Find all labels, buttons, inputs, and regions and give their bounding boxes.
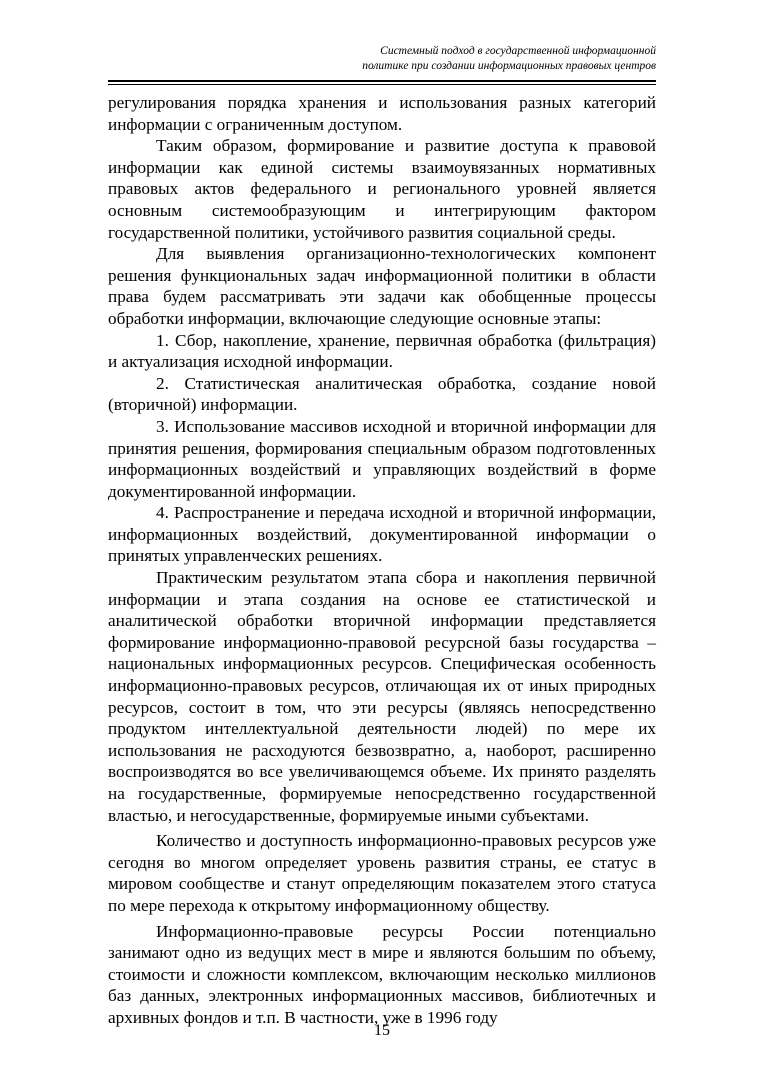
paragraph: Количество и доступность информационно-правовых ресурсов уже сегодня во многом определяет уровень развития страны, ее статус в мировом сообществе и станут определяющим показателем этого статуса по мере перехода к открытому информационному обществу. [108, 831, 656, 915]
header-rule-thin [108, 84, 656, 85]
page-number: 15 [374, 1022, 390, 1039]
header-rule-thick [108, 80, 656, 82]
list-item: 3. Использование массивов исходной и вторичной информации для принятия решения, формирования специальным образом подготовленных информационных воздействий и управляющих воздействий в форме документированной информации. [108, 416, 656, 501]
list-item: 2. Статистическая аналитическая обработка, создание новой (вторичной) информации. [108, 373, 656, 415]
paragraph-continued: регулирования порядка хранения и использования разных категорий информации с ограниченным доступом. [108, 93, 656, 134]
page-body [108, 92, 656, 1029]
running-header [108, 44, 656, 74]
paragraph: Для выявления организационно-технологических компонент решения функциональных задач информационной политики в области права будем рассматривать эти задачи как обобщенные процессы обработки информации, включающие следующие основные этапы: [108, 244, 656, 328]
list-item: 1. Сбор, накопление, хранение, первичная обработка (фильтрация) и актуализация исходной информации. [108, 330, 656, 372]
running-header-line-2: политике при создании информационных правовых центров [362, 60, 656, 72]
list-item: 4. Распространение и передача исходной и вторичной информации, информационных воздействий, документированной информации о принятых управленческих решениях. [108, 503, 656, 566]
paragraph: Информационно-правовые ресурсы России потенциально занимают одно из ведущих мест в мире и являются большим по объему, стоимости и сложности комплексом, включающим несколько миллионов баз данных, электронных информационных массивов, библиотечных и архивных фондов и т.п. В частности, уже в 1996 году [108, 921, 656, 1027]
paragraph: Таким образом, формирование и развитие доступа к правовой информации как единой системы взаимоувязанных нормативных правовых актов федерального и регионального уровней является основным системообразующим и интегрирующим фактором государственной политики, устойчивого развития социальной среды. [108, 136, 656, 242]
paragraph: Практическим результатом этапа сбора и накопления первичной информации и этапа создания на основе ее статистической и аналитической обработки вторичной информации представляется формирование информационно-правовой ресурсной базы государства – национальных информационных ресурсов. Специфическая особенность информационно-правовых ресурсов, отличающая их от иных природных ресурсов, состоит в том, что эти ресурсы (являясь непосредственно продуктом интеллектуальной деятельности людей) по мере их использования не расходуются безвозвратно, а, наоборот, расширенно воспроизводятся во все увеличивающемся объеме. Их принято разделять на государственные, формируемые непосредственно государственной властью, и негосударственные, формируемые иными субъектами. [108, 568, 656, 825]
running-header-line-1: Системный подход в государственной информационной [380, 45, 656, 57]
